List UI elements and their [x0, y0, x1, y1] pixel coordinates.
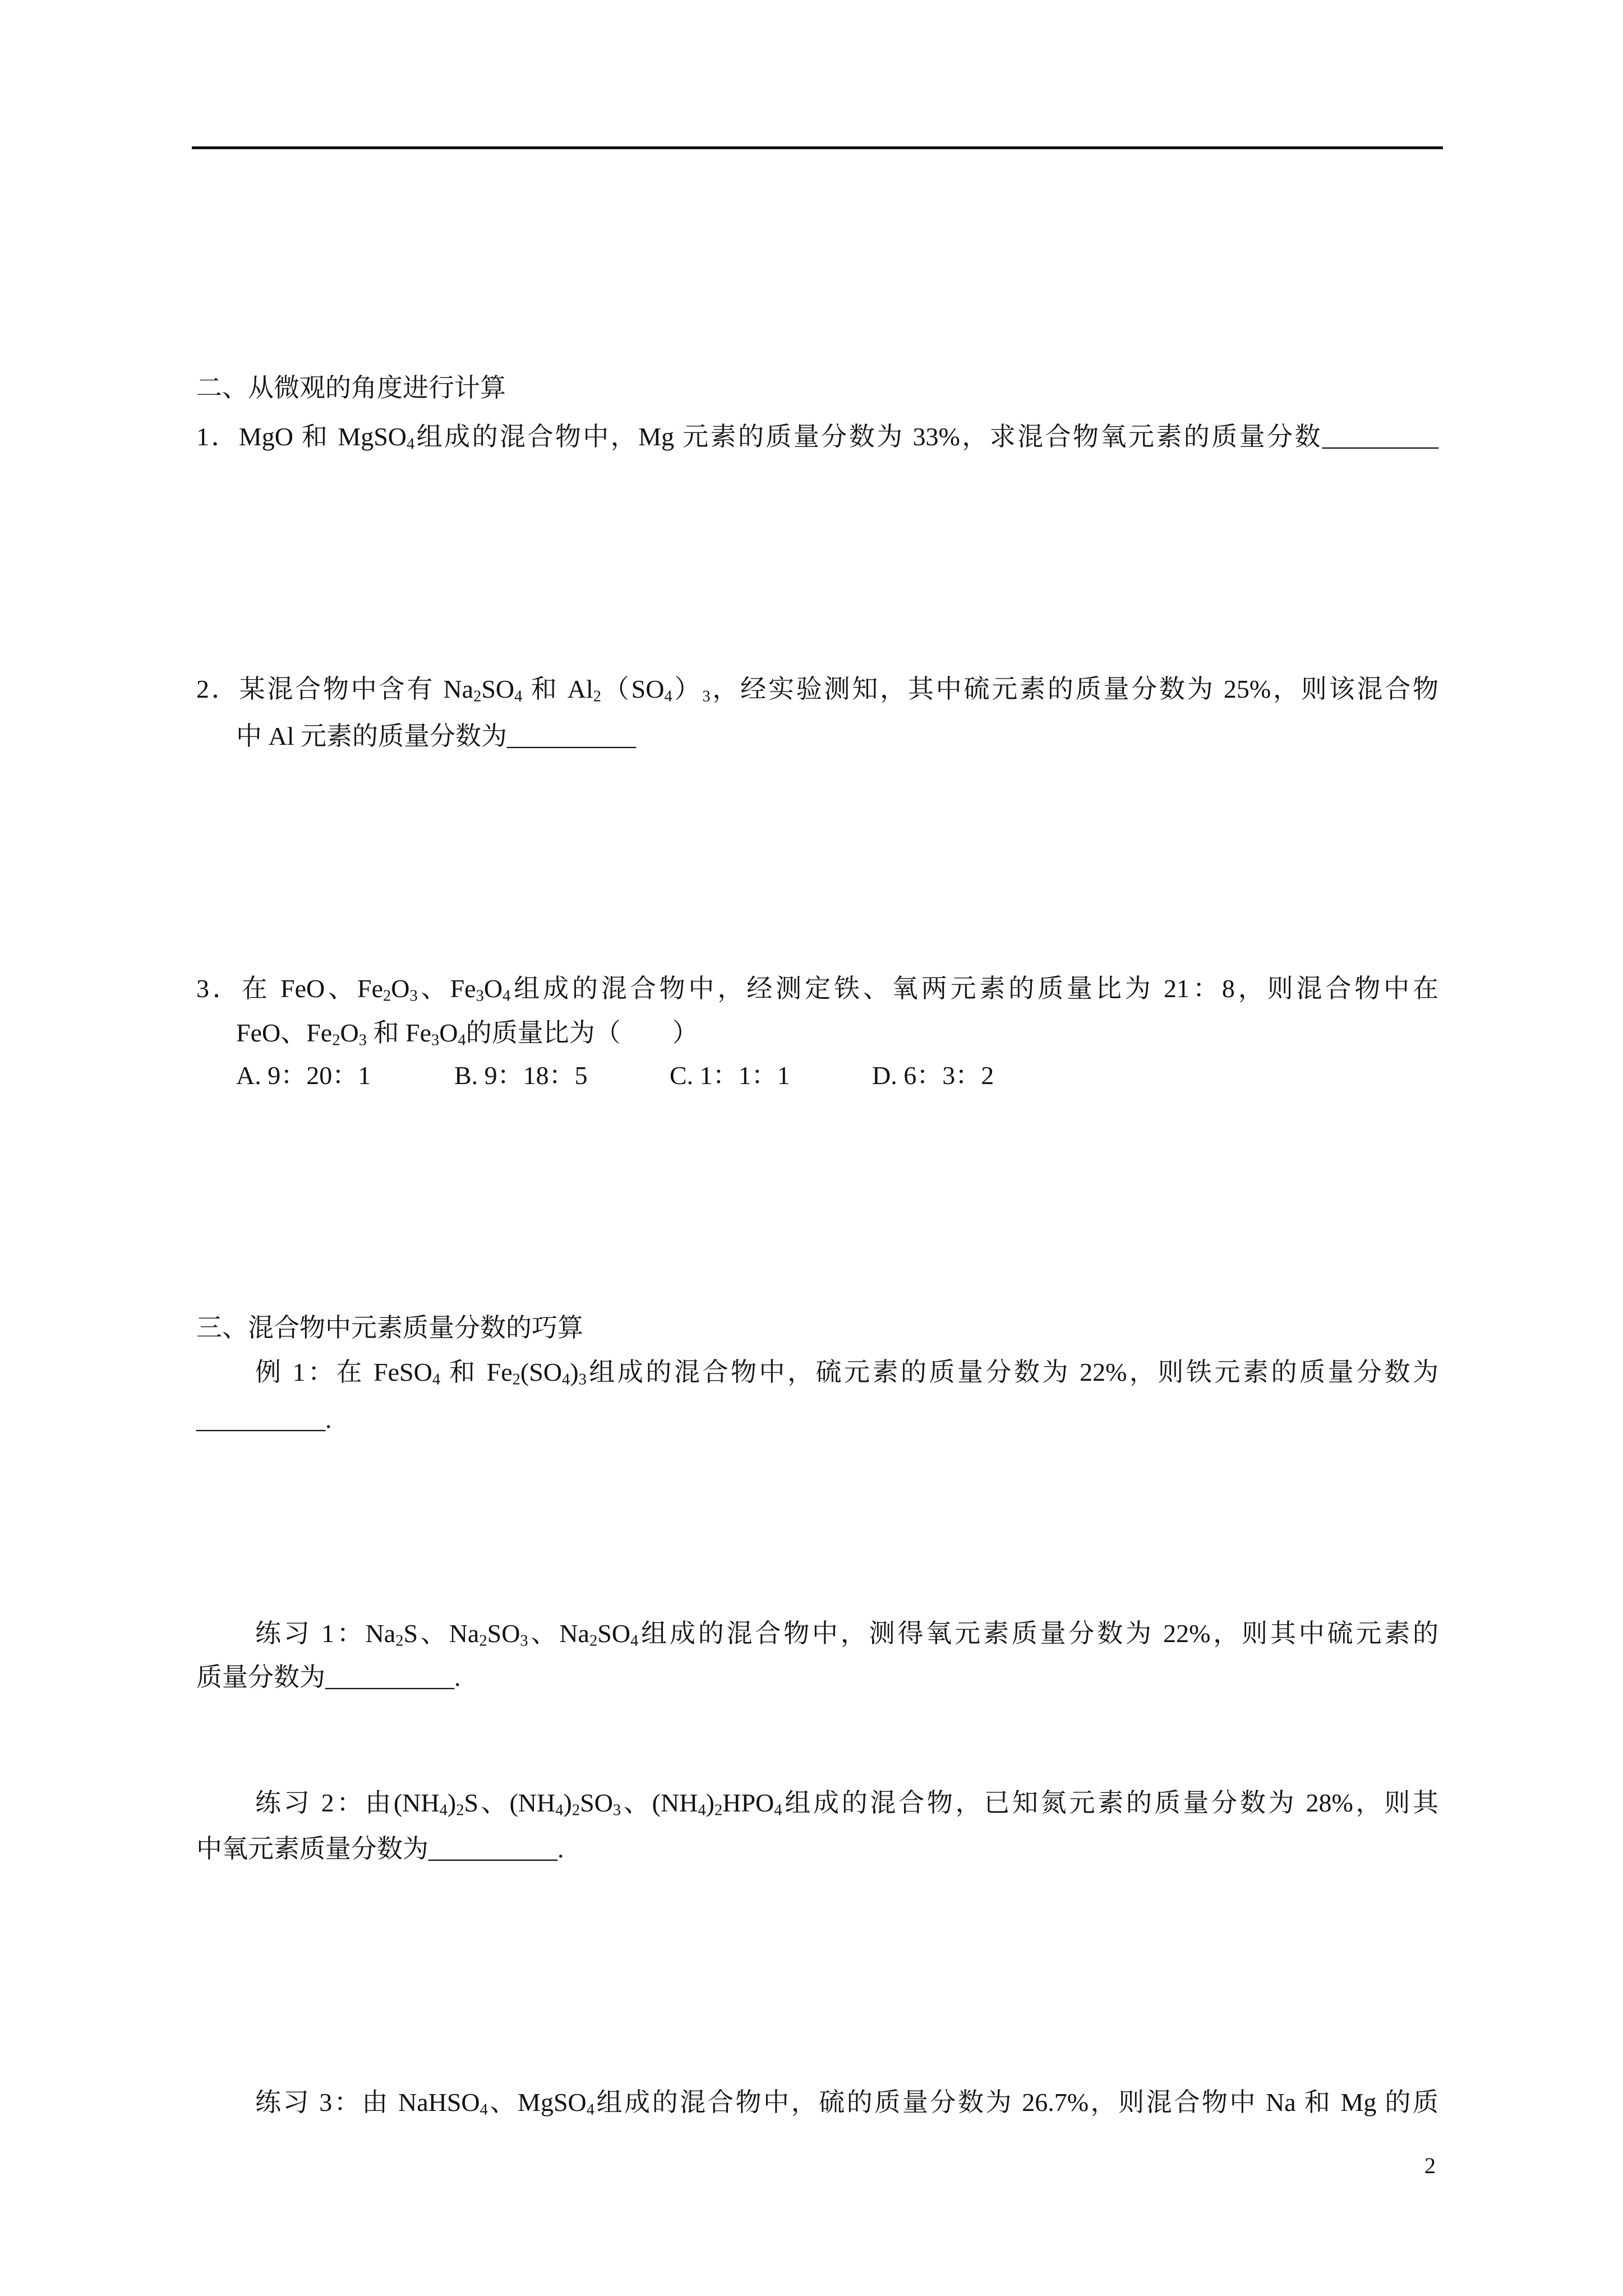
subscript: 4: [562, 1371, 570, 1389]
practice-2-line-2: [196, 1832, 564, 1866]
text-run: （SO: [601, 675, 665, 703]
subscript: 4: [664, 688, 672, 706]
text-run: 组成的混合物中，经测定铁、氧两元素的质量比为 21：8，则混合物中在: [510, 974, 1439, 1003]
text-run: O: [483, 974, 503, 1003]
text-run: ): [447, 1788, 457, 1817]
subscript: 2: [456, 1801, 464, 1819]
text-run: FeO、Fe: [236, 1018, 333, 1047]
subscript: 4: [555, 1801, 564, 1819]
text-run: ): [706, 1788, 714, 1817]
text-run: O: [391, 974, 410, 1003]
subscript: 3: [409, 987, 418, 1005]
text-run: SO: [487, 1619, 520, 1648]
subscript: 2: [473, 688, 482, 706]
text-run: 和 Fe: [440, 1358, 513, 1386]
option-c: C. 1：1：1: [670, 1061, 790, 1090]
subscript: 4: [439, 1801, 448, 1819]
text-run: (SO: [520, 1358, 562, 1386]
text-run: 质量分数为__________.: [196, 1663, 461, 1691]
text-run: ): [563, 1788, 572, 1817]
text-run: 2．某混合物中含有 Na: [196, 675, 474, 703]
subscript: 2: [512, 1371, 520, 1389]
practice-1-line-1: [255, 1617, 1438, 1650]
subscript: 4: [586, 2101, 595, 2119]
subscript: 2: [479, 1632, 487, 1650]
text-run: 组成的混合物中，硫元素的质量分数为 22%，则铁元素的质量分数为: [586, 1358, 1438, 1386]
text-run: 中 Al 元素的质量分数为__________: [236, 722, 636, 750]
text-run: 组成的混合物中，测得氧元素质量分数为 22%，则其中硫元素的: [638, 1619, 1438, 1648]
text-run: __________.: [196, 1405, 332, 1433]
text-run: HPO: [722, 1788, 774, 1817]
subscript: 3: [358, 1031, 367, 1049]
text-run: 练习 3：由 NaHSO: [255, 2088, 480, 2117]
subscript: 4: [514, 688, 523, 706]
example-1-line-2: [196, 1403, 332, 1436]
subscript: 3: [702, 688, 711, 706]
subscript: 4: [630, 1632, 639, 1650]
text-run: ，经实验测知，其中硫元素的质量分数为 25%，则该混合物: [710, 675, 1439, 703]
text-run: 组成的混合物中，硫的质量分数为 26.7%，则混合物中 Na 和 Mg 的质: [594, 2088, 1438, 2117]
subscript: 3: [476, 987, 484, 1005]
text-run: 和 Al: [522, 675, 593, 703]
section-3-heading: 三、混合物中元素质量分数的巧算: [196, 1313, 583, 1342]
subscript: 2: [593, 688, 602, 706]
text-run: SO: [481, 675, 515, 703]
text-run: 、MgSO: [487, 2088, 587, 2117]
text-run: 和 Fe: [367, 1018, 431, 1047]
subscript: 2: [589, 1632, 598, 1650]
subscript: 2: [571, 1801, 580, 1819]
text-run: S、Na: [403, 1619, 479, 1648]
practice-3-line-1: [255, 2086, 1438, 2119]
text-run: 例 1：在 FeSO: [255, 1358, 432, 1386]
text-run: SO: [597, 1619, 631, 1648]
text-run: O: [439, 1018, 458, 1047]
text-run: 1．MgO 和 MgSO: [196, 422, 407, 451]
text-run: ）: [672, 675, 703, 703]
text-run: 中氧元素质量分数为__________.: [196, 1834, 564, 1863]
subscript: 4: [407, 435, 415, 453]
subscript: 2: [714, 1801, 723, 1819]
text-run: 、(NH: [621, 1788, 698, 1817]
text-run: 练习 1：Na: [255, 1619, 396, 1648]
question-2-line-2: [236, 720, 636, 753]
option-a: A. 9：20：1: [236, 1061, 371, 1090]
example-1-line-1: [255, 1356, 1438, 1389]
text-run: 3．在 FeO、Fe: [196, 974, 384, 1003]
text-run: 的质量比为（ ）: [465, 1018, 698, 1047]
question-3-line-2: [236, 1016, 698, 1050]
subscript: 2: [383, 987, 391, 1005]
text-run: 组成的混合物中，Mg 元素的质量分数为 33%，求混合物氧元素的质量分数_________: [414, 422, 1438, 451]
section-2-heading: 二、从微观的角度进行计算: [196, 374, 506, 402]
question-3-line-1: [196, 972, 1438, 1006]
question-1-line-1: [196, 420, 1438, 454]
subscript: 2: [332, 1031, 340, 1049]
option-d: D. 6：3：2: [872, 1061, 994, 1090]
text-run: SO: [580, 1788, 613, 1817]
subscript: 3: [612, 1801, 621, 1819]
text-run: 、Fe: [417, 974, 476, 1003]
subscript: 3: [520, 1632, 528, 1650]
subscript: 4: [458, 1031, 466, 1049]
subscript: 4: [432, 1371, 441, 1389]
practice-1-line-2: [196, 1661, 461, 1694]
subscript: 4: [502, 987, 511, 1005]
subscript: 3: [431, 1031, 440, 1049]
option-b: B. 9：18：5: [454, 1061, 588, 1090]
text-run: 组成的混合物，已知氮元素的质量分数为 28%，则其: [782, 1788, 1438, 1817]
page-number: 2: [1424, 2153, 1436, 2178]
subscript: 4: [774, 1801, 782, 1819]
question-2-line-1: [196, 672, 1438, 706]
header-rule: [192, 146, 1443, 149]
subscript: 4: [698, 1801, 706, 1819]
subscript: 2: [395, 1632, 404, 1650]
text-run: O: [340, 1018, 359, 1047]
text-run: ): [570, 1358, 579, 1386]
text-run: S、(NH: [464, 1788, 556, 1817]
text-run: 、Na: [528, 1619, 589, 1648]
practice-2-line-1: [255, 1786, 1438, 1820]
subscript: 4: [479, 2101, 488, 2119]
subscript: 3: [578, 1371, 587, 1389]
text-run: 练习 2：由(NH: [255, 1788, 440, 1817]
